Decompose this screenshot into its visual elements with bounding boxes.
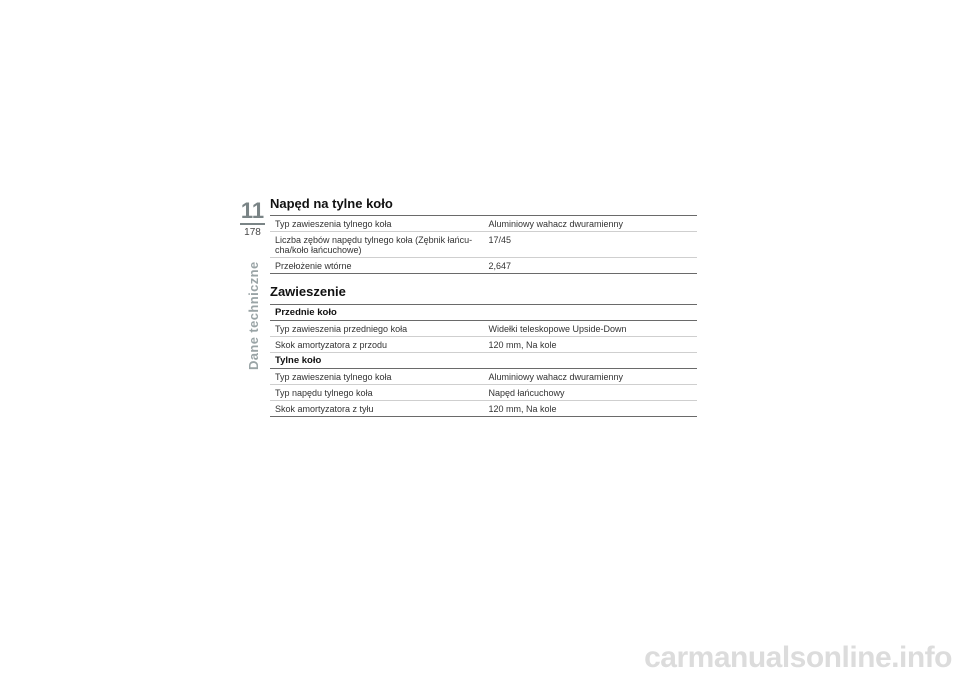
chapter-tab [240,200,265,238]
chapter-side-label: Dane techniczne [246,261,261,370]
subheading-rear-wheel: Tylne koło [270,353,697,369]
table-row [270,232,697,258]
row-key: Typ napędu tylnego koła [270,385,483,401]
row-value: Aluminiowy wahacz dwuramienny [483,216,697,232]
row-value: 120 mm, Na kole [483,337,697,353]
table-row [270,258,697,274]
watermark-text: carmanualsonline.info [644,641,952,674]
table-row [270,216,697,232]
row-key: Skok amortyzatora z tyłu [270,401,483,417]
section-title-suspension: Zawieszenie [270,284,346,299]
suspension-table [270,304,697,417]
row-key: Typ zawieszenia tylnego koła [270,216,483,232]
row-value: 17/45 [483,232,697,258]
section-title-rear-drive: Napęd na tylne koło [270,196,393,211]
row-key: Liczba zębów napędu tylnego koła (Zębnik łańcu-cha/koło łańcuchowe) [270,232,483,258]
table-row [270,321,697,337]
row-value: 120 mm, Na kole [483,401,697,417]
row-key: Przełożenie wtórne [270,258,483,274]
page-content [270,196,697,417]
row-value: Napęd łańcuchowy [483,385,697,401]
rear-drive-table [270,215,697,274]
row-key: Skok amortyzatora z przodu [270,337,483,353]
row-value: Widełki teleskopowe Upside-Down [483,321,697,337]
row-value: 2,647 [483,258,697,274]
table-row [270,337,697,353]
row-key: Typ zawieszenia przedniego koła [270,321,483,337]
row-key: Typ zawieszenia tylnego koła [270,369,483,385]
table-row [270,385,697,401]
row-value: Aluminiowy wahacz dwuramienny [483,369,697,385]
page-number: 178 [244,227,261,238]
table-row [270,369,697,385]
table-subheading-rear [270,353,697,369]
subheading-front-wheel: Przednie koło [270,305,697,321]
chapter-number: 11 [240,198,265,223]
table-row [270,401,697,417]
table-subheading-front [270,305,697,321]
chapter-divider [240,223,265,225]
